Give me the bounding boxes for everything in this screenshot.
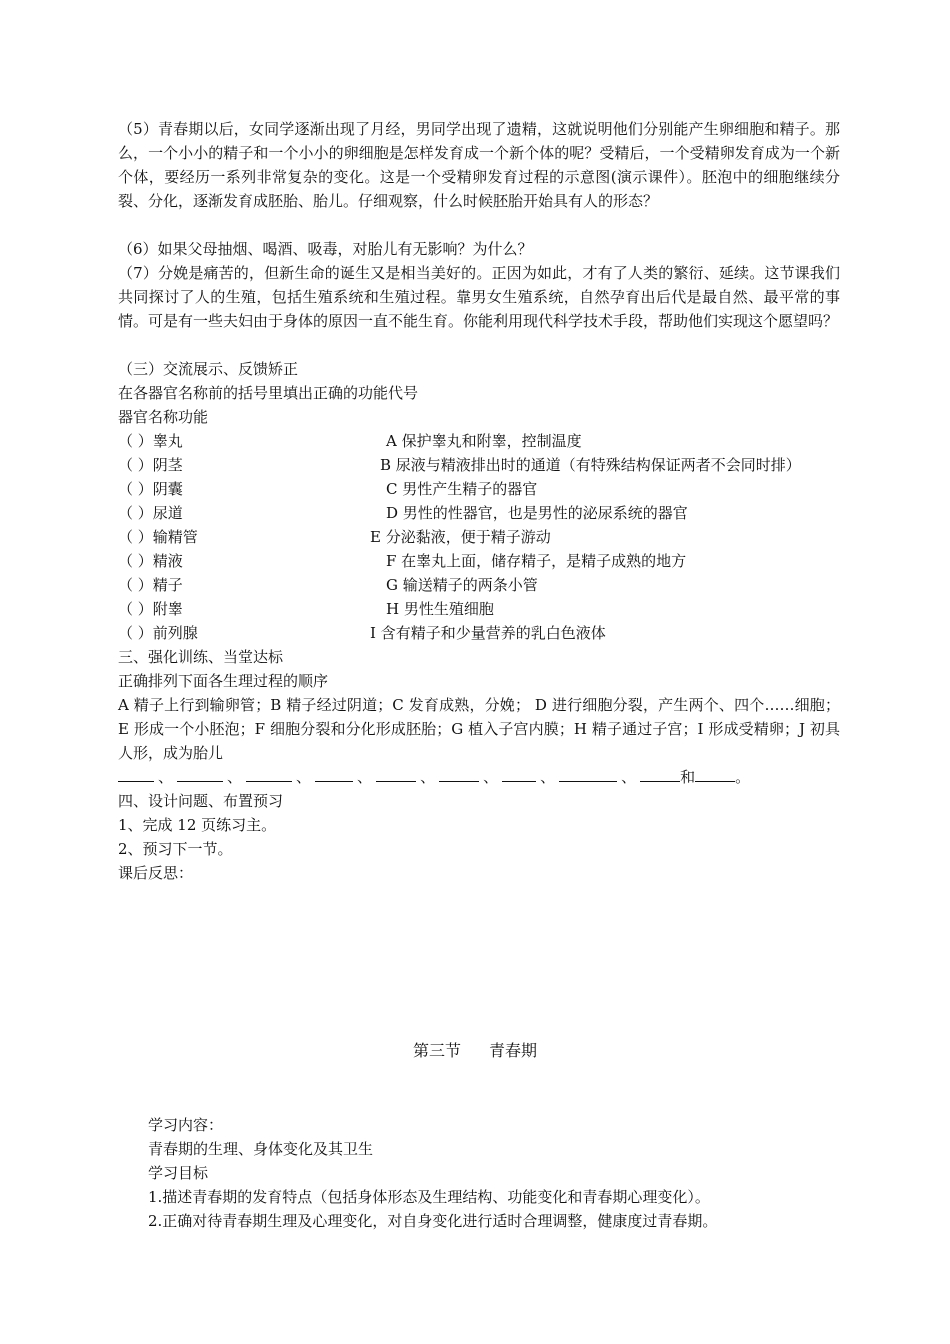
reflection-label: 课后反思： xyxy=(118,864,194,882)
goal-item: 2.正确对待青春期生理及心理变化，对自身变化进行适时合理调整，健康度过青春期。 xyxy=(148,1212,718,1230)
answer-blank[interactable] xyxy=(177,764,223,782)
organ-name: （ ）阴囊 xyxy=(118,480,183,498)
organ-function: C 男性产生精子的器官 xyxy=(386,480,538,498)
answer-blank[interactable] xyxy=(376,764,416,782)
answer-blank[interactable] xyxy=(502,764,536,782)
organ-name: （ ）附睾 xyxy=(118,600,183,618)
part3-heading: 三、强化训练、当堂达标 xyxy=(118,648,284,666)
task-item: 2、预习下一节。 xyxy=(118,840,233,858)
answer-blank[interactable] xyxy=(640,764,680,782)
goals-label: 学习目标 xyxy=(148,1164,209,1182)
content-text: 青春期的生理、身体变化及其卫生 xyxy=(148,1140,374,1158)
table-header: 器官名称功能 xyxy=(118,408,209,426)
paragraph-7: （7）分娩是痛苦的，但新生命的诞生又是相当美好的。正因为如此，才有了人类的繁衍、延续。这节课我们共同探讨了人的生殖，包括生殖系统和生殖过程。靠男女生殖系统，自然孕育出后代是最自然、最平常的事情。可是有一些夫妇由于身体的原因一直不能生育。你能利用现代科学技术手段，帮助他们实现这个愿望吗？ xyxy=(118,264,840,330)
organ-function: H 男性生殖细胞 xyxy=(386,600,494,618)
organ-function: I 含有精子和少量营养的乳白色液体 xyxy=(370,624,606,642)
organ-function: G 输送精子的两条小管 xyxy=(386,576,538,594)
organ-function: D 男性的性器官，也是男性的泌尿系统的器官 xyxy=(386,504,688,522)
organ-name: （ ）输精管 xyxy=(118,528,198,546)
organ-name: （ ）阴茎 xyxy=(118,456,183,474)
paragraph-6: （6）如果父母抽烟、喝酒、吸毒，对胎儿有无影响？为什么？ xyxy=(118,240,533,258)
part4-heading: 四、设计问题、布置预习 xyxy=(118,792,284,810)
organ-name: （ ）前列腺 xyxy=(118,624,198,642)
paragraph-5: （5）青春期以后，女同学逐渐出现了月经，男同学出现了遗精，这就说明他们分别能产生卵细胞和精子。那么，一个小小的精子和一个小小的卵细胞是怎样发育成一个新个体的呢？受精后，一个受精卵发育成为一个新个体，要经历一系列非常复杂的变化。这是一个受精卵发育过程的示意图(演示课件）。胚泡中的细胞继续分裂、分化，逐渐发育成胚胎、胎儿。仔细观察，什么时候胚胎开始具有人的形态？ xyxy=(118,120,840,210)
organ-name: （ ）精液 xyxy=(118,552,183,570)
organ-function: F 在睾丸上面，储存精子，是精子成熟的地方 xyxy=(386,552,687,570)
content-label: 学习内容： xyxy=(148,1116,224,1134)
organ-function: E 分泌黏液，便于精子游动 xyxy=(370,528,551,546)
section-heading-exchange: （三）交流展示、反馈矫正 xyxy=(118,360,299,378)
organ-name: （ ）尿道 xyxy=(118,504,183,522)
answer-blank[interactable] xyxy=(246,764,292,782)
answer-blanks: 、 、 、 、 、 、 、 、 和 。 xyxy=(118,764,750,789)
organ-name: （ ）精子 xyxy=(118,576,183,594)
answer-blank[interactable] xyxy=(118,764,154,782)
answer-blank[interactable] xyxy=(695,764,735,782)
answer-blank[interactable] xyxy=(439,764,479,782)
order-instruction: 正确排列下面各生理过程的顺序 xyxy=(118,672,329,690)
answer-blank[interactable] xyxy=(315,764,353,782)
organ-name: （ ）睾丸 xyxy=(118,432,183,450)
goal-item: 1.描述青春期的发育特点（包括身体形态及生理结构、功能变化和青春期心理变化）。 xyxy=(148,1188,710,1206)
process-steps: A 精子上行到输卵管；B 精子经过阴道；C 发育成熟，分娩； D 进行细胞分裂，产生两个、四个……细胞；E 形成一个小胚泡；F 细胞分裂和分化形成胚胎；G 植入子宫内膜；H 精子通过子宫；I 形成受精卵；J 初具人形，成为胎儿 xyxy=(118,696,840,762)
task-item: 1、完成 12 页练习主。 xyxy=(118,816,277,834)
section-title: 第三节 青春期 xyxy=(412,1041,538,1060)
answer-blank[interactable] xyxy=(559,764,617,782)
fill-instruction: 在各器官名称前的括号里填出正确的功能代号 xyxy=(118,384,419,402)
organ-function: B 尿液与精液排出时的通道（有特殊结构保证两者不会同时排） xyxy=(380,456,801,474)
organ-function: A 保护睾丸和附睾，控制温度 xyxy=(386,432,582,450)
